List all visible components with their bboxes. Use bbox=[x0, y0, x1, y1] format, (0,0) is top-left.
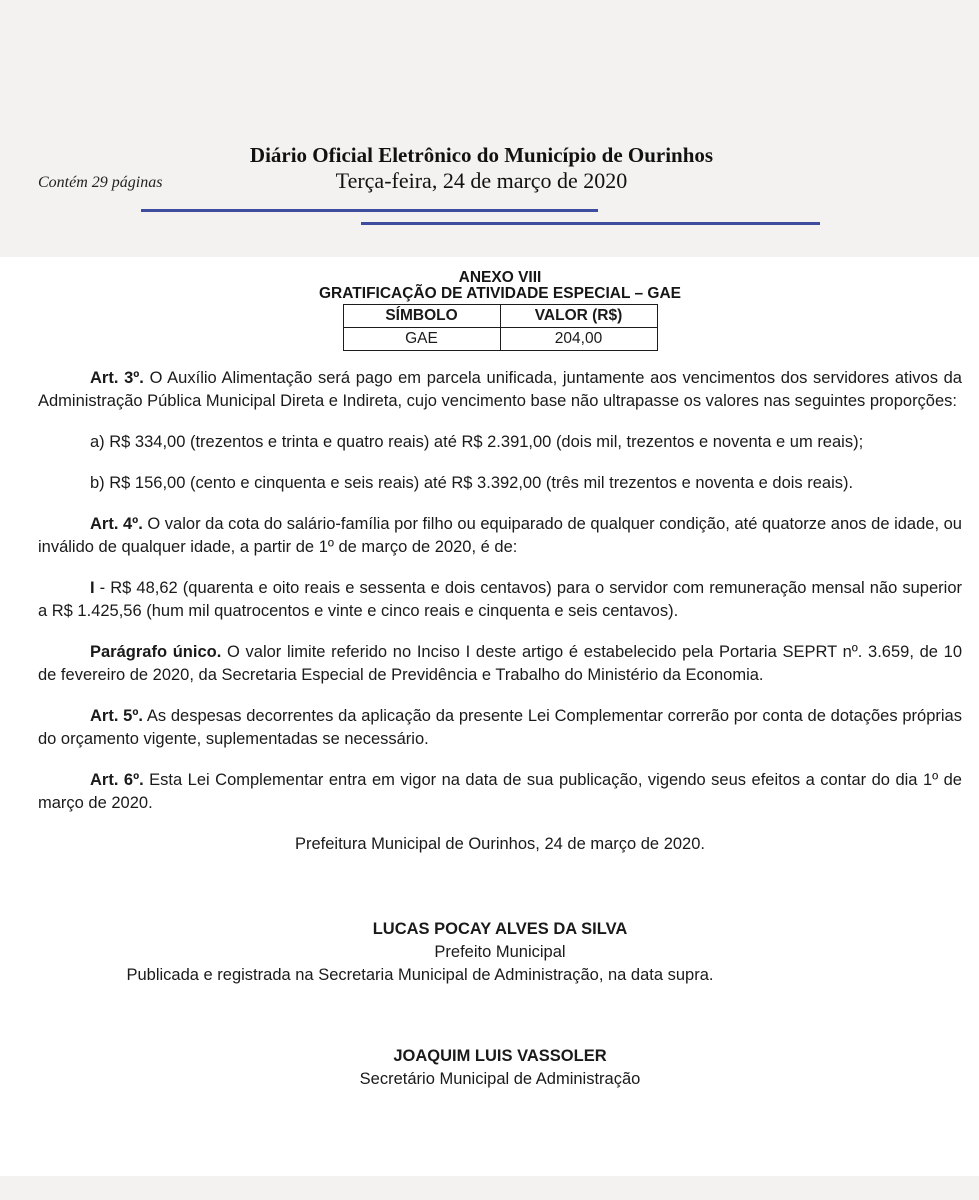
mayor-name: LUCAS POCAY ALVES DA SILVA bbox=[372, 920, 628, 938]
article-3-label: Art. 3º. bbox=[90, 369, 144, 387]
article-3 bbox=[38, 367, 962, 413]
gazette-date: Terça-feira, 24 de março de 2020 bbox=[335, 168, 628, 193]
law-body bbox=[38, 367, 962, 815]
masthead-text bbox=[0, 0, 963, 194]
item-a-text: a) R$ 334,00 (trezentos e trinta e quatro reais) até R$ 2.391,00 (dois mil, trezentos e noventa e um reais); bbox=[90, 433, 864, 451]
paragrafo-unico bbox=[38, 641, 962, 687]
table-header-valor: VALOR (R$) bbox=[500, 305, 657, 328]
place-and-date-line: Prefeitura Municipal de Ourinhos, 24 de março de 2020. bbox=[295, 835, 705, 853]
gae-value-table bbox=[343, 304, 658, 351]
registration-note: Publicada e registrada na Secretaria Municipal de Administração, na data supra. bbox=[126, 966, 714, 984]
pages-count-note: Contém 29 páginas bbox=[38, 174, 163, 191]
annex-title: ANEXO VIII bbox=[458, 269, 542, 286]
masthead bbox=[0, 0, 979, 257]
article-3-text: O Auxílio Alimentação será pago em parcela unificada, juntamente aos vencimentos dos servidores ativos da Administração Pública Municipal Direta e Indireta, cujo vencimento base não ultrapasse os valores nas seguintes proporções: bbox=[38, 369, 962, 410]
secretary-signature-block bbox=[38, 1045, 962, 1091]
article-4-text: O valor da cota do salário-família por filho ou equiparado de qualquer condição, até quatorze anos de idade, ou inválido de qualquer idade, a partir de 1º de março de 2020, é de: bbox=[38, 515, 962, 556]
inciso-i-text: - R$ 48,62 (quarenta e oito reais e sessenta e dois centavos) para o servidor com remuneração mensal não superior a R$ 1.425,56 (hum mil quatrocentos e vinte e cinco reais e cinquenta e seis centavos). bbox=[38, 579, 962, 620]
table-cell-valor: 204,00 bbox=[500, 328, 657, 351]
table-header-row bbox=[343, 305, 657, 328]
article-5-text: As despesas decorrentes da aplicação da presente Lei Complementar correrão por conta de dotações próprias do orçamento vigente, suplementadas se necessário. bbox=[38, 707, 962, 748]
item-b-text: b) R$ 156,00 (cento e cinquenta e seis reais) até R$ 3.392,00 (três mil trezentos e noventa e dois reais). bbox=[90, 474, 854, 492]
article-4 bbox=[38, 513, 962, 559]
secretary-title: Secretário Municipal de Administração bbox=[359, 1070, 641, 1088]
table-row bbox=[343, 328, 657, 351]
article-6-label: Art. 6º. bbox=[90, 771, 144, 789]
article-5-label: Art. 5º. bbox=[90, 707, 143, 725]
inciso-i-label: I bbox=[90, 579, 95, 597]
article-5 bbox=[38, 705, 962, 751]
table-header-simbolo: SÍMBOLO bbox=[343, 305, 500, 328]
gazette-title: Diário Oficial Eletrônico do Município de Ourinhos bbox=[249, 143, 714, 167]
mayor-title: Prefeito Municipal bbox=[434, 943, 566, 961]
paragrafo-unico-text: O valor limite referido no Inciso I deste artigo é estabelecido pela Portaria SEPRT nº. 3.659, de 10 de fevereiro de 2020, da Secretaria Especial de Previdência e Trabalho do Ministério da Economia. bbox=[38, 643, 962, 684]
document-page bbox=[0, 257, 979, 1176]
article-3-item-b bbox=[38, 472, 962, 495]
secretary-name: JOAQUIM LUIS VASSOLER bbox=[393, 1047, 607, 1065]
article-6-text: Esta Lei Complementar entra em vigor na data de sua publicação, vigendo seus efeitos a contar do dia 1º de março de 2020. bbox=[38, 771, 962, 812]
article-3-item-a bbox=[38, 431, 962, 454]
article-4-inciso-i bbox=[38, 577, 962, 623]
article-6 bbox=[38, 769, 962, 815]
mayor-signature-block bbox=[38, 918, 962, 987]
paragrafo-unico-label: Parágrafo único. bbox=[90, 643, 222, 661]
table-cell-simbolo: GAE bbox=[343, 328, 500, 351]
header-divider-line-top bbox=[141, 209, 598, 212]
header-divider-line-bottom bbox=[361, 222, 820, 225]
annex-subtitle: GRATIFICAÇÃO DE ATIVIDADE ESPECIAL – GAE bbox=[319, 285, 681, 302]
article-4-label: Art. 4º. bbox=[90, 515, 143, 533]
